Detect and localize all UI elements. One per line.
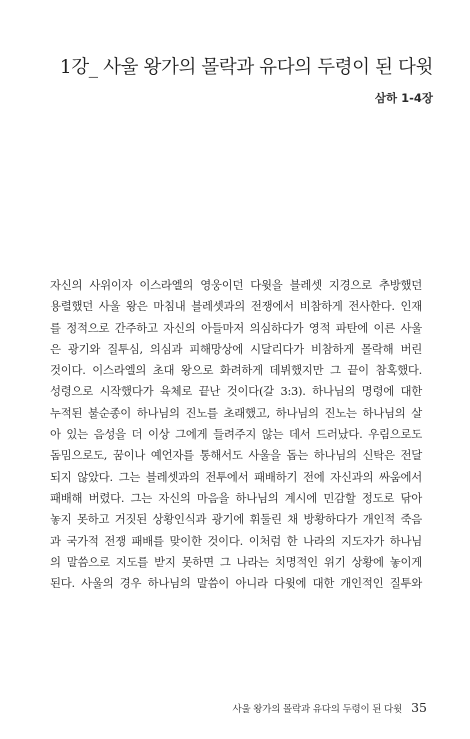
body-line: 놓지 못하고 거짓된 상황인식과 광기에 휘둘린 채 방황하다가 개인적 죽음: [50, 512, 422, 527]
body-line: 된다. 사울의 경우 하나님의 말씀이 아니라 다윗에 대한 개인적인 질투와: [50, 576, 422, 591]
page-number: 35: [411, 700, 427, 715]
running-head: 사울 왕가의 몰락과 유다의 두령이 된 다윗: [232, 704, 402, 715]
body-line: 것이다. 이스라엘의 초대 왕으로 화려하게 데뷔했지만 그 끝이 참혹했다.: [50, 363, 422, 378]
body-line: 누적된 불순종이 하나님의 진노를 초래했고, 하나님의 진노는 하나님의 살: [50, 405, 422, 420]
body-line: 돔밈으로도, 꿈이나 예언자를 통해서도 사울을 돕는 하나님의 신탁은 전달: [50, 448, 422, 463]
chapter-subtitle: 삼하 1-4장: [374, 91, 433, 105]
body-line: 패배해 버렸다. 그는 자신의 마음을 하나님의 계시에 민감할 정도로 닦아: [50, 490, 422, 505]
body-line: 용렬했던 사울 왕은 마침내 블레셋과의 전쟁에서 비참하게 전사한다. 인재: [50, 299, 422, 314]
body-line: 자신의 사위이자 이스라엘의 영웅이던 다윗을 블레셋 지경으로 추방했던: [50, 278, 422, 292]
body-text: [50, 275, 422, 594]
body-line: 되지 않았다. 그는 블레셋과의 전투에서 패배하기 전에 자신과의 싸움에서: [50, 469, 422, 484]
body-line: 성령으로 시작했다가 육체로 끝난 것이다(갈 3:3). 하나님의 명령에 대한: [50, 384, 422, 399]
body-line: 과 국가적 전쟁 패배를 맞이한 것이다. 이처럼 한 나라의 지도자가 하나님: [50, 533, 422, 548]
chapter-title: 1강_ 사울 왕가의 몰락과 유다의 두령이 된 다윗: [59, 57, 433, 78]
body-line: 아 있는 음성을 더 이상 그에게 들려주지 않는 데서 드러났다. 우림으로도: [50, 427, 422, 442]
page-footer: [232, 697, 427, 716]
body-line: 의 말씀으로 지도를 받지 못하면 그 나라는 치명적인 위기 상황에 놓이게: [50, 554, 422, 569]
body-line: 를 정적으로 간주하고 자신의 아들마저 의심하다가 영적 파탄에 이른 사울: [50, 320, 422, 335]
body-line: 은 광기와 질투심, 의심과 피해망상에 시달리다가 비참하게 몰락해 버린: [50, 341, 422, 356]
